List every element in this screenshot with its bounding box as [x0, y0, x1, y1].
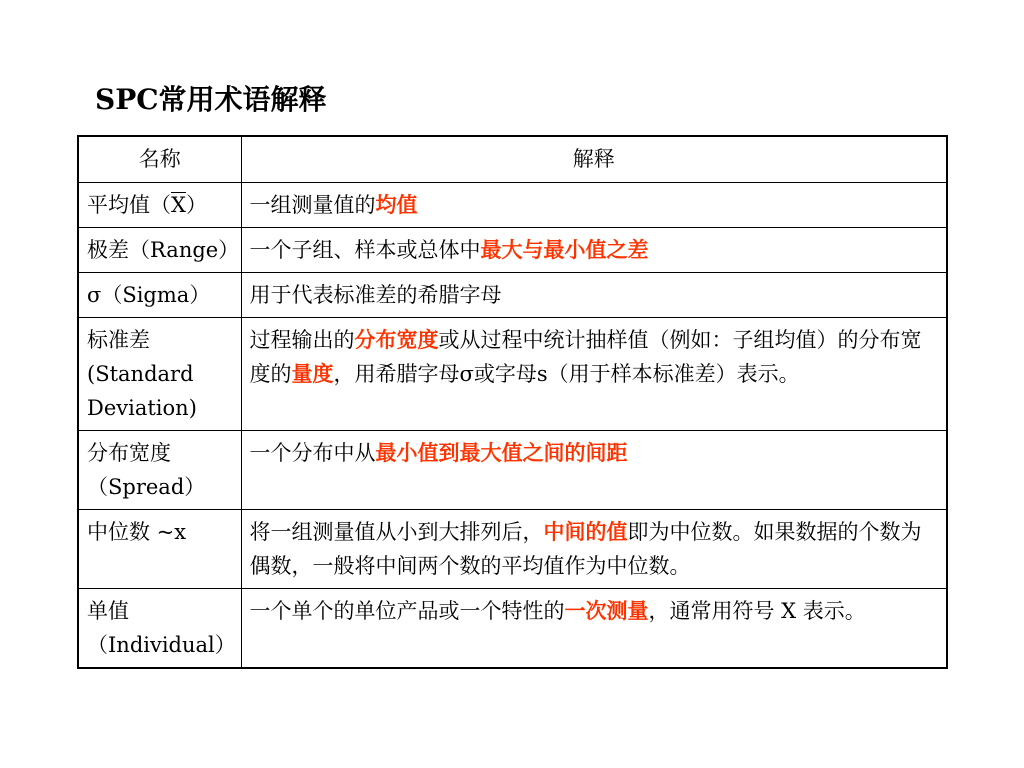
table-row	[78, 272, 947, 317]
term-name-text: 平均值（	[87, 192, 171, 217]
term-name-line: (Standard	[87, 361, 194, 386]
term-explanation	[241, 227, 947, 272]
table-row	[78, 317, 947, 430]
explanation-text: 一个子组、样本或总体中	[249, 237, 481, 262]
table-row	[78, 588, 947, 668]
term-explanation	[241, 588, 947, 668]
term-name	[78, 182, 241, 227]
header-explanation: 解释	[241, 136, 947, 182]
explanation-text: 即为中位数。如果数据的个数为偶数，一般将中间两个数的平均值作为中位数。	[249, 519, 922, 578]
term-name-line: （Individual）	[87, 632, 236, 657]
term-explanation	[241, 509, 947, 588]
table-row	[78, 509, 947, 588]
term-name-line: （Spread）	[87, 474, 206, 499]
explanation-highlight: 分布宽度	[354, 326, 439, 352]
explanation-highlight: 量度	[291, 360, 334, 386]
explanation-text: 将一组测量值从小到大排列后，	[249, 519, 544, 544]
explanation-highlight: 最小值到最大值之间的间距	[375, 439, 628, 465]
term-name-line: 标准差	[87, 327, 150, 352]
term-name-text: 中位数 ~x	[87, 519, 187, 544]
term-name	[78, 317, 241, 430]
table-row	[78, 182, 947, 227]
term-name	[78, 588, 241, 668]
explanation-highlight: 中间的值	[543, 518, 628, 544]
page-title: SPC常用术语解释	[95, 83, 327, 116]
term-explanation	[241, 317, 947, 430]
explanation-highlight: 一次测量	[564, 597, 649, 623]
term-explanation	[241, 272, 947, 317]
term-name-line: Deviation)	[87, 395, 197, 420]
term-name-line: 单值	[87, 598, 129, 623]
term-name-text: ）	[185, 192, 207, 217]
explanation-text: 用于代表标准差的希腊字母	[249, 282, 502, 307]
term-explanation	[241, 430, 947, 509]
table-row	[78, 227, 947, 272]
term-explanation	[241, 182, 947, 227]
explanation-text: 过程输出的	[249, 327, 355, 352]
term-name	[78, 430, 241, 509]
explanation-text: ，用希腊字母σ或字母s（用于样本标准差）表示。	[333, 361, 800, 386]
term-name	[78, 227, 241, 272]
term-name-text: 极差（Range）	[87, 237, 240, 262]
term-name	[78, 509, 241, 588]
table-header-row	[78, 136, 947, 182]
term-name-text: σ（Sigma）	[87, 282, 211, 307]
header-name: 名称	[78, 136, 241, 182]
explanation-highlight: 最大与最小值之差	[480, 236, 649, 262]
term-name-line: 分布宽度	[87, 440, 171, 465]
explanation-text: 一组测量值的	[249, 192, 376, 217]
explanation-text: 一个分布中从	[249, 440, 376, 465]
explanation-text: 一个单个的单位产品或一个特性的	[249, 598, 565, 623]
x-bar-symbol: X	[171, 192, 186, 217]
table-row	[78, 430, 947, 509]
terms-table	[77, 135, 948, 669]
term-name	[78, 272, 241, 317]
explanation-text: ，通常用符号 X 表示。	[648, 598, 866, 623]
explanation-text: 或从过程中统计抽样值（例如：子组均值）的分布宽度的	[249, 327, 922, 386]
explanation-highlight: 均值	[375, 191, 418, 217]
